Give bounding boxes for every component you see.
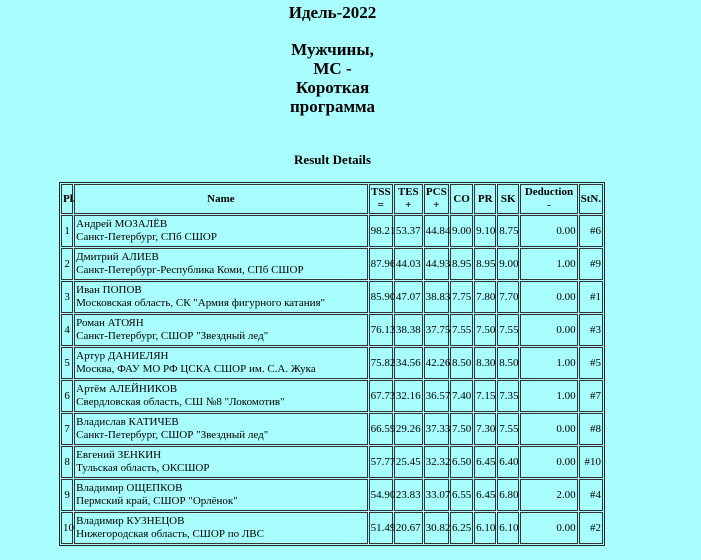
pcs-cell: 44.93: [424, 248, 449, 280]
table-row: [61, 413, 603, 445]
co-cell: 7.75: [450, 281, 473, 313]
tes-cell: 32.16: [394, 380, 423, 412]
starting-number-cell: #4: [579, 479, 603, 511]
deduction-cell: 1.00: [520, 380, 577, 412]
tss-cell: 98.21: [369, 215, 393, 247]
starting-number-cell: #3: [579, 314, 603, 346]
tss-cell: 87.96: [369, 248, 393, 280]
pcs-cell: 30.82: [424, 512, 449, 544]
pcs-cell: 32.32: [424, 446, 449, 478]
pcs-cell: 42.26: [424, 347, 449, 379]
co-cell: 7.40: [450, 380, 473, 412]
category-line: Мужчины,: [291, 40, 374, 59]
tes-cell: 20.67: [394, 512, 423, 544]
place-cell: 6: [61, 380, 73, 412]
header-tss: TSS =: [369, 184, 393, 214]
header-name: Name: [74, 184, 368, 214]
tss-cell: 51.49: [369, 512, 393, 544]
category-title: [0, 40, 665, 116]
results-table: [59, 182, 605, 546]
co-cell: 7.55: [450, 314, 473, 346]
sk-cell: 6.10: [497, 512, 519, 544]
sk-cell: 9.00: [497, 248, 519, 280]
tss-cell: 75.82: [369, 347, 393, 379]
sk-cell: 7.55: [497, 413, 519, 445]
place-cell: 7: [61, 413, 73, 445]
place-cell: 8: [61, 446, 73, 478]
sk-cell: 6.40: [497, 446, 519, 478]
section-title: Result Details: [294, 152, 371, 167]
deduction-cell: 0.00: [520, 314, 577, 346]
skater-name: Владимир ОЩЕПКОВ: [76, 482, 183, 494]
skater-cell: [74, 347, 368, 379]
skater-club: Санкт-Петербург, СШОР "Звездный лед": [76, 330, 269, 342]
category-line: МС -: [313, 59, 352, 78]
tss-cell: 66.59: [369, 413, 393, 445]
pr-cell: 6.45: [474, 479, 496, 511]
tes-cell: 38.38: [394, 314, 423, 346]
tss-cell: 54.90: [369, 479, 393, 511]
co-cell: 6.50: [450, 446, 473, 478]
sk-cell: 7.70: [497, 281, 519, 313]
skater-cell: [74, 413, 368, 445]
pr-cell: 7.15: [474, 380, 496, 412]
co-cell: 9.00: [450, 215, 473, 247]
header-pr: PR: [474, 184, 496, 214]
starting-number-cell: #7: [579, 380, 603, 412]
pr-cell: 8.95: [474, 248, 496, 280]
place-cell: 3: [61, 281, 73, 313]
table-row: [61, 380, 603, 412]
pr-cell: 7.80: [474, 281, 496, 313]
header-starting-number: StN.: [579, 184, 603, 214]
table-row: [61, 512, 603, 544]
table-row: [61, 248, 603, 280]
tes-cell: 23.83: [394, 479, 423, 511]
tss-cell: 67.73: [369, 380, 393, 412]
skater-club: Санкт-Петербург, СПб СШОР: [76, 231, 217, 243]
skater-name: Артур ДАНИЕЛЯН: [76, 350, 169, 362]
skater-name: Андрей МОЗАЛЁВ: [76, 218, 168, 230]
co-cell: 8.50: [450, 347, 473, 379]
skater-cell: [74, 446, 368, 478]
pcs-cell: 36.57: [424, 380, 449, 412]
pr-cell: 6.10: [474, 512, 496, 544]
co-cell: 8.95: [450, 248, 473, 280]
skater-club: Пермский край, СШОР "Орлёнок": [76, 495, 238, 507]
place-cell: 2: [61, 248, 73, 280]
tes-cell: 25.45: [394, 446, 423, 478]
starting-number-cell: #5: [579, 347, 603, 379]
pcs-cell: 33.07: [424, 479, 449, 511]
place-cell: 5: [61, 347, 73, 379]
skater-name: Артём АЛЕЙНИКОВ: [76, 383, 178, 395]
deduction-cell: 1.00: [520, 347, 577, 379]
skater-club: Свердловская область, СШ №8 "Локомотив": [76, 396, 285, 408]
deduction-cell: 0.00: [520, 446, 577, 478]
tes-cell: 34.56: [394, 347, 423, 379]
deduction-cell: 0.00: [520, 512, 577, 544]
skater-club: Москва, ФАУ МО РФ ЦСКА СШОР им. С.А. Жука: [76, 363, 316, 375]
skater-name: Роман АТОЯН: [76, 317, 144, 329]
starting-number-cell: #1: [579, 281, 603, 313]
skater-club: Московская область, СК "Армия фигурного катания": [76, 297, 326, 309]
skater-cell: [74, 248, 368, 280]
pcs-cell: 37.33: [424, 413, 449, 445]
header-pcs: PCS +: [424, 184, 449, 214]
skater-name: Дмитрий АЛИЕВ: [76, 251, 159, 263]
starting-number-cell: #10: [579, 446, 603, 478]
place-cell: 9: [61, 479, 73, 511]
deduction-cell: 0.00: [520, 281, 577, 313]
sk-cell: 6.80: [497, 479, 519, 511]
skater-cell: [74, 281, 368, 313]
co-cell: 6.25: [450, 512, 473, 544]
deduction-cell: 2.00: [520, 479, 577, 511]
tes-cell: 53.37: [394, 215, 423, 247]
event-title: Идель-2022: [288, 3, 377, 22]
place-cell: 1: [61, 215, 73, 247]
category-line: программа: [290, 97, 375, 116]
skater-cell: [74, 380, 368, 412]
deduction-cell: 0.00: [520, 413, 577, 445]
results-body: [61, 215, 603, 544]
header-sk: SK: [497, 184, 519, 214]
header-co: CO: [450, 184, 473, 214]
tes-cell: 29.26: [394, 413, 423, 445]
pcs-cell: 37.75: [424, 314, 449, 346]
starting-number-cell: #8: [579, 413, 603, 445]
category-line: Короткая: [295, 78, 370, 97]
starting-number-cell: #9: [579, 248, 603, 280]
pr-cell: 9.10: [474, 215, 496, 247]
deduction-cell: 1.00: [520, 248, 577, 280]
table-row: [61, 479, 603, 511]
tes-cell: 47.07: [394, 281, 423, 313]
tss-cell: 76.13: [369, 314, 393, 346]
sk-cell: 8.50: [497, 347, 519, 379]
deduction-cell: 0.00: [520, 215, 577, 247]
place-cell: 10: [61, 512, 73, 544]
skater-cell: [74, 314, 368, 346]
header-deduction: Deduction -: [520, 184, 577, 214]
co-cell: 7.50: [450, 413, 473, 445]
pcs-cell: 44.84: [424, 215, 449, 247]
table-row: [61, 314, 603, 346]
skater-club: Санкт-Петербург-Республика Коми, СПб СШОР: [76, 264, 304, 276]
starting-number-cell: #2: [579, 512, 603, 544]
pcs-cell: 38.83: [424, 281, 449, 313]
skater-cell: [74, 512, 368, 544]
skater-club: Нижегородская область, СШОР по ЛВС: [76, 528, 264, 540]
sk-cell: 8.75: [497, 215, 519, 247]
table-row: [61, 446, 603, 478]
sk-cell: 7.35: [497, 380, 519, 412]
co-cell: 6.55: [450, 479, 473, 511]
pr-cell: 7.30: [474, 413, 496, 445]
place-cell: 4: [61, 314, 73, 346]
pr-cell: 6.45: [474, 446, 496, 478]
table-row: [61, 347, 603, 379]
header-tes: TES +: [394, 184, 423, 214]
table-row: [61, 215, 603, 247]
skater-name: Евгений ЗЕНКИН: [76, 449, 162, 461]
skater-name: Иван ПОПОВ: [76, 284, 142, 296]
sk-cell: 7.55: [497, 314, 519, 346]
tes-cell: 44.03: [394, 248, 423, 280]
skater-club: Санкт-Петербург, СШОР "Звездный лед": [76, 429, 269, 441]
tss-cell: 57.77: [369, 446, 393, 478]
starting-number-cell: #6: [579, 215, 603, 247]
header-place: Pl.: [61, 184, 73, 214]
pr-cell: 8.30: [474, 347, 496, 379]
skater-cell: [74, 479, 368, 511]
skater-club: Тульская область, ОКСШОР: [76, 462, 210, 474]
tss-cell: 85.90: [369, 281, 393, 313]
skater-name: Владимир КУЗНЕЦОВ: [76, 515, 185, 527]
table-row: [61, 281, 603, 313]
skater-name: Владислав КАТИЧЕВ: [76, 416, 179, 428]
skater-cell: [74, 215, 368, 247]
table-header-row: [61, 184, 603, 214]
pr-cell: 7.50: [474, 314, 496, 346]
